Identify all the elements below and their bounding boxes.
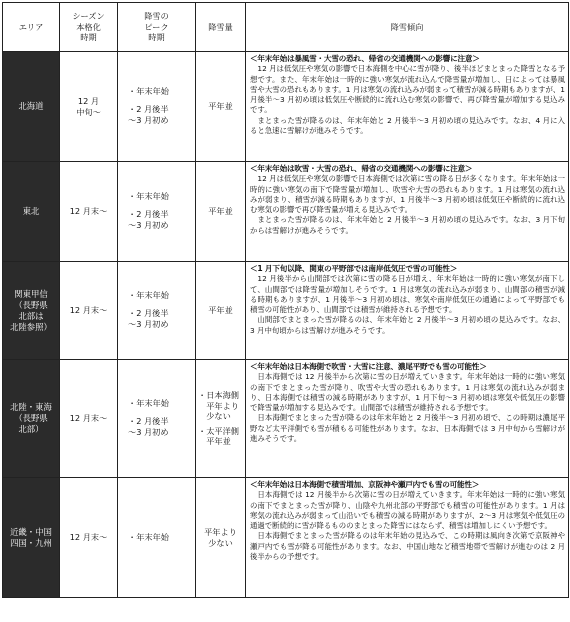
trend-paragraph: 日本海側では 12 月後半から次第に雪の日が増えていきます。年末年始は一時的に強い寒気の南下でまとまった雪が降り、山陰や九州北部の平野部でも積雪の可能性があります。1 月は寒気の流れ込みが弱まって山沿いでも積雪の減る時期がありますが、2～3 月は寒気や低気圧の通過で断続的に雪が降るもののまとまった降雪にはならず、積雪は増加しにくい予想です。 [250, 490, 565, 531]
trend-paragraph: 山間部でまとまった雪が降るのは、年末年始と 2 月後半～3 月初め頃の見込みです。なお、3 月中旬頃からは雪解けが進みそうです。 [250, 315, 565, 335]
trend-paragraph: 12 月後半から山間部では次第に雪の降る日が増え、年末年始は一時的に強い寒気が南下して、山間部では降雪量が増加しそうです。1 月は寒気の流れ込みが弱まり、山間部の積雪が減る時期もありますが、1 月後半～3 月初め頃は、寒気や南岸低気圧の通過によって平野部でも積雪の可能性があり、山間部では積雪が維持される予想です。 [250, 274, 565, 315]
trend-headline: ＜年末年始は日本海側で積雪増加、京阪神や瀬戸内でも雪の可能性＞ [250, 480, 480, 489]
season-start-cell: 12 月末～ [60, 162, 118, 262]
table-row [3, 262, 569, 360]
area-cell: 北陸・東海 （長野県 北部） [3, 360, 60, 478]
table-row [3, 478, 569, 598]
trend-headline: ＜1 月下旬以降、関東の平野部では南岸低気圧で雪の可能性＞ [250, 264, 458, 273]
season-start-cell: 12 月末～ [60, 478, 118, 598]
amount-cell: 平年並 [196, 262, 246, 360]
peak-cell [118, 262, 196, 360]
trend-paragraph: 日本海側では 12 月後半から次第に雪の日が増えていきます。年末年始は一時的に強い寒気の南下でまとまった雪が降り、吹雪や大雪の恐れもあります。1 月は寒気の流れ込みが弱まり、日本海側では積雪の減る時期がありますが、1 月下旬～3 月初め頃は寒気や低気圧の影響で降雪量が増加する見込みです。山間部では積雪が維持される予想です。 [250, 372, 565, 413]
table-row [3, 52, 569, 162]
season-start-cell: 12 月 中旬～ [60, 52, 118, 162]
peak-item: ・2 月後半 ～3 月初め [128, 307, 169, 330]
header-season-start: シーズン 本格化 時期 [60, 3, 118, 52]
trend-headline: ＜年末年始は暴風雪・大雪の恐れ、帰省の交通機関への影響に注意＞ [250, 54, 480, 63]
area-cell: 東北 [3, 162, 60, 262]
trend-headline: ＜年末年始は吹雪・大雪の恐れ、帰省の交通機関への影響に注意＞ [250, 164, 473, 173]
amount-cell: 平年より 少ない [196, 478, 246, 598]
table-row [3, 360, 569, 478]
trend-paragraph: 12 月は低気圧や寒気の影響で日本海側では次第に雪の降る日が多くなります。年末年始は一時的に強い寒気の南下で降雪量が増加し、吹雪や大雪の恐れもあります。1 月は寒気の流れ込みが弱まり、積雪が減る時期もありますが、1 月後半～3 月初め頃は低気圧や断続的に流れ込む寒気の影響で再び降雪量が増える見込みです。 [250, 174, 565, 215]
area-cell: 関東甲信 （長野県 北部は 北陸参照） [3, 262, 60, 360]
header-snow-amount: 降雪量 [196, 3, 246, 52]
peak-item: ・年末年始 [128, 86, 169, 97]
amount-item: ・日本海側 平年より 少ない [198, 390, 239, 422]
amount-cell [196, 360, 246, 478]
peak-item: ・年末年始 [128, 531, 169, 542]
trend-cell [246, 162, 569, 262]
trend-paragraph: まとまった雪が降るのは、年末年始と 2 月後半～3 月初め頃の見込みです。なお、3 月下旬からは雪解けが進みそうです。 [250, 215, 565, 235]
season-start-cell: 12 月末～ [60, 360, 118, 478]
header-snow-trend: 降雪傾向 [246, 3, 569, 52]
trend-cell [246, 52, 569, 162]
peak-cell [118, 478, 196, 598]
trend-paragraph: 12 月は低気圧や寒気の影響で日本海側を中心に雪が降り、後半ほどまとまった降雪となる予想です。また、年末年始は一時的に強い寒気が流れ込んで降雪量が増加し、日によっては暴風雪や大雪の恐れもあります。1 月は寒気の流れ込みが弱まって積雪が減る時期もありますが、1 月後半～3 月初め頃は低気圧や断続的に流れ込む寒気の影響で、再び降雪量が増加する見込みです。 [250, 64, 565, 115]
amount-cell: 平年並 [196, 162, 246, 262]
trend-paragraph: まとまった雪が降るのは、年末年始と 2 月後半～3 月初め頃の見込みです。なお、4 月に入ると急速に雪解けが進みそうです。 [250, 115, 565, 136]
amount-cell: 平年並 [196, 52, 246, 162]
peak-cell [118, 360, 196, 478]
peak-item: ・2 月後半 ～3 月初め [128, 415, 169, 438]
trend-cell [246, 262, 569, 360]
header-row [3, 3, 569, 52]
peak-item: ・年末年始 [128, 398, 169, 409]
trend-cell [246, 360, 569, 478]
trend-paragraph: 日本海側でまとまった雪が降るのは年末年始の見込みで、この時期は風向き次第で京阪神や瀬戸内でも雪が降る可能性があります。なお、中国山地など積雪地帯で雪解けが進むのは 2 月後半からの予想です。 [250, 531, 565, 562]
season-start-cell: 12 月末～ [60, 262, 118, 360]
peak-item: ・年末年始 [128, 191, 169, 202]
peak-cell [118, 52, 196, 162]
peak-item: ・2 月後半 ～3 月初め [128, 103, 169, 126]
peak-item: ・2 月後半 ～3 月初め [128, 208, 169, 231]
snow-forecast-table [2, 2, 569, 598]
header-area: エリア [3, 3, 60, 52]
trend-headline: ＜年末年始は日本海側で吹雪・大雪に注意、濃尾平野でも雪の可能性＞ [250, 362, 487, 371]
table-row [3, 162, 569, 262]
trend-cell [246, 478, 569, 598]
area-cell: 北海道 [3, 52, 60, 162]
amount-item: ・太平洋側 平年並 [198, 425, 239, 447]
area-cell: 近畿・中国 四国・九州 [3, 478, 60, 598]
trend-paragraph: 日本海側でまとまった雪が降るのは年末年始と 2 月後半～3 月初め頃で、この時期は濃尾平野など太平洋側でも雪が積もる可能性があります。なお、日本海側では 3 月中旬から雪解けが進みそうです。 [250, 413, 565, 444]
peak-item: ・年末年始 [128, 290, 169, 301]
header-snow-peak: 降雪の ピーク 時期 [118, 3, 196, 52]
peak-cell [118, 162, 196, 262]
